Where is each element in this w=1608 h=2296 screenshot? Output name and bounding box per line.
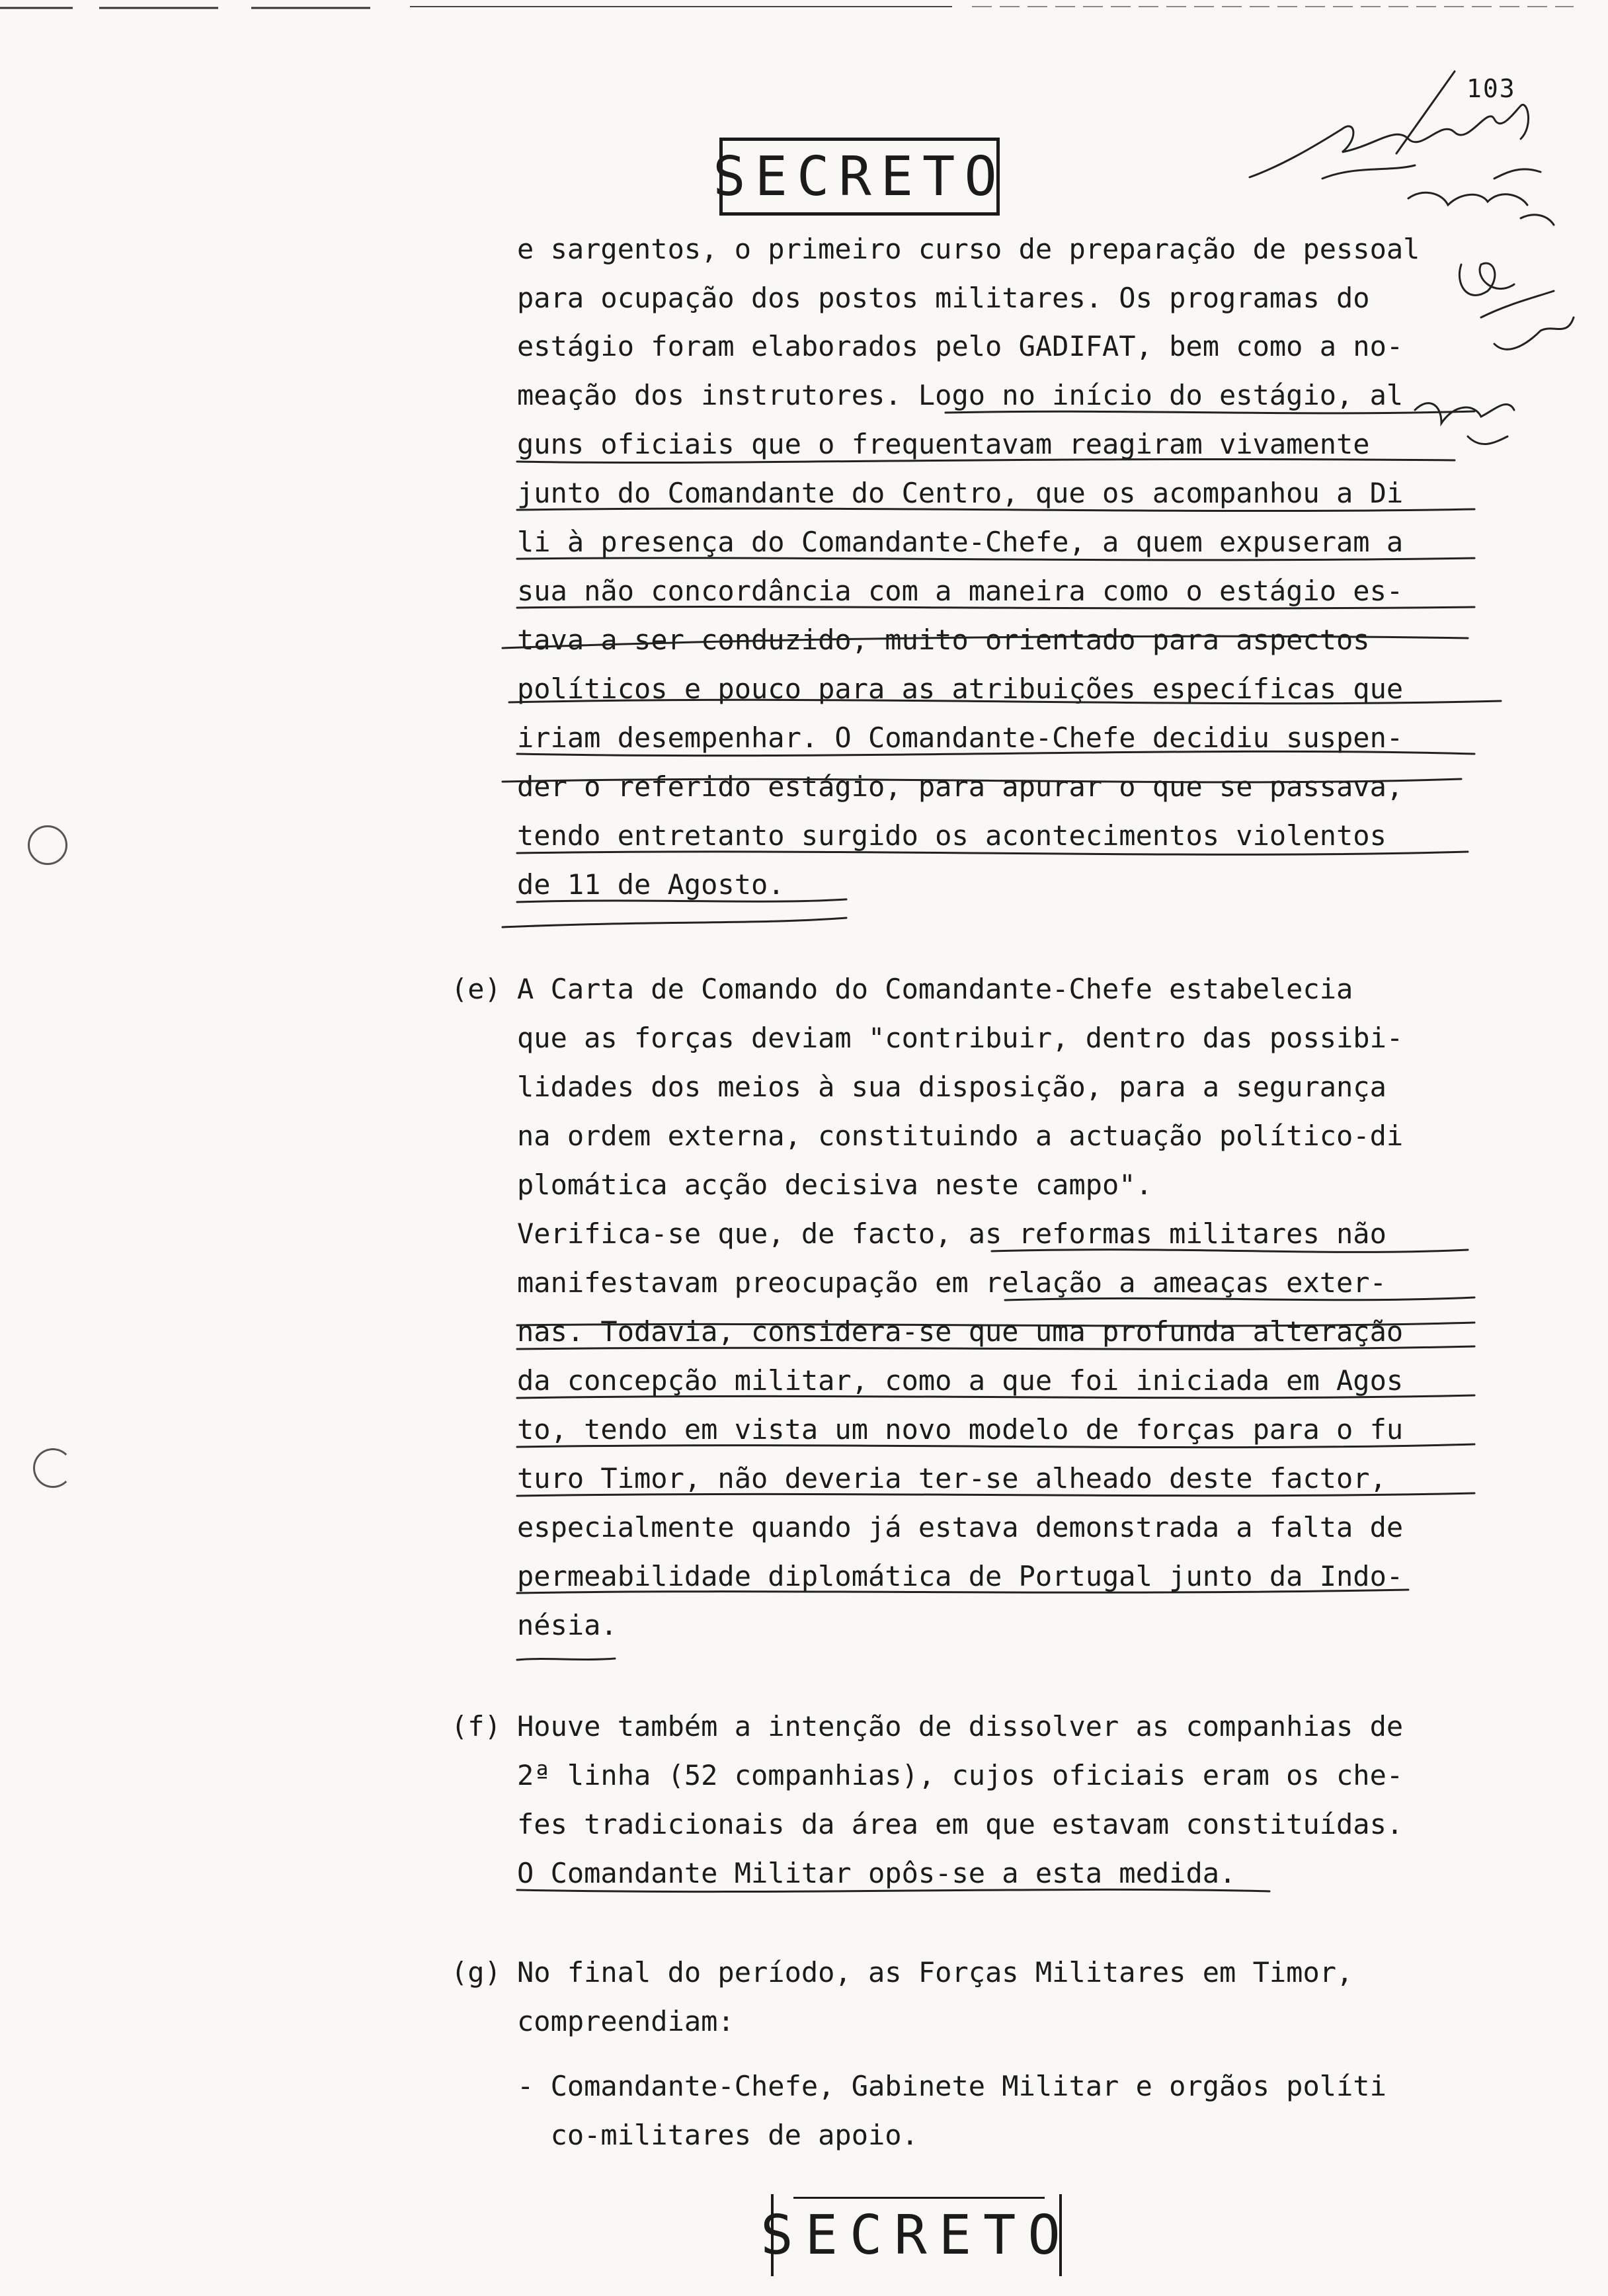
paragraph-e-line: especialmente quando já estava demonstrada a falta de <box>517 1511 1404 1543</box>
paragraph-e-line: A Carta de Comando do Comandante-Chefe estabelecia <box>517 973 1353 1005</box>
paragraph-g-bullet-line: co-militares de apoio. <box>517 2119 918 2151</box>
paragraph-g-label: (g) <box>451 1956 501 1988</box>
paragraph-d-line: li à presença do Comandante-Chefe, a quem expuseram a <box>517 526 1404 558</box>
secreto-stamp-top <box>713 138 1006 216</box>
paragraph-e-line: plomática acção decisiva neste campo". <box>517 1168 1152 1201</box>
paragraph-e-line: to, tendo em vista um novo modelo de forças para o fu <box>517 1413 1404 1446</box>
paragraph-e-line: nésia. <box>517 1609 618 1641</box>
paragraph-d-line: tendo entretanto surgido os acontecimentos violentos <box>517 819 1387 852</box>
paragraph-d-line: der o referido estágio, para apurar o que se passava, <box>517 770 1404 803</box>
paragraph-e-line: que as forças deviam "contribuir, dentro das possibi- <box>517 1022 1404 1054</box>
paragraph-d-line: junto do Comandante do Centro, que os acompanhou a Di <box>517 477 1404 509</box>
paragraph-f-label: (f) <box>451 1710 501 1742</box>
paragraph-d-line: guns oficiais que o frequentavam reagiram vivamente <box>517 428 1370 460</box>
top-edge-rule <box>0 0 1608 15</box>
paragraph-e-line: permeabilidade diplomática de Portugal junto da Indo- <box>517 1560 1404 1592</box>
paragraph-g-bullet-line: - Comandante-Chefe, Gabinete Militar e orgãos políti <box>517 2070 1387 2102</box>
paragraph-d-line: meação dos instrutores. Logo no início do estágio, al <box>517 379 1404 411</box>
paragraph-d-line: de 11 de Agosto. <box>517 868 785 901</box>
stamp-top-text: SECRETO <box>713 145 1006 208</box>
paragraph-f-line: fes tradicionais da área em que estavam constituídas. <box>517 1808 1404 1840</box>
paragraph-d-line: sua não concordância com a maneira como o estágio es- <box>517 575 1404 607</box>
stamp-bottom-text: SECRETO <box>760 2203 1072 2267</box>
paragraph-e-line: da concepção militar, como a que foi iniciada em Agos <box>517 1364 1404 1397</box>
paragraph-d-line: políticos e pouco para as atribuições específicas que <box>517 673 1404 705</box>
paragraph-d-line: para ocupação dos postos militares. Os programas do <box>517 282 1370 314</box>
paragraph-e-label: (e) <box>451 973 501 1005</box>
paragraph-d-line: estágio foram elaborados pelo GADIFAT, bem como a no- <box>517 330 1404 362</box>
paragraph-f-line: Houve também a intenção de dissolver as companhias de <box>517 1710 1404 1742</box>
paragraph-g-line: compreendiam: <box>517 2005 735 2037</box>
secreto-stamp-bottom <box>760 2194 1072 2276</box>
punch-hole-lower <box>33 1448 73 1488</box>
paragraph-e-line: Verifica-se que, de facto, as reformas militares não <box>517 1217 1387 1250</box>
paragraph-d-line: e sargentos, o primeiro curso de preparação de pessoal <box>517 233 1420 265</box>
paragraph-f-line: 2ª linha (52 companhias), cujos oficiais eram os che- <box>517 1759 1404 1791</box>
paragraph-e-line: nas. Todavia, considera-se que uma profunda alteração <box>517 1315 1404 1348</box>
paragraph-d-line: tava a ser conduzido, muito orientado para aspectos <box>517 624 1370 656</box>
page-number: 103 <box>1467 74 1516 103</box>
punch-hole-upper <box>28 825 67 865</box>
paragraph-f-line: O Comandante Militar opôs-se a esta medida. <box>517 1857 1236 1889</box>
paragraph-e-line: lidades dos meios à sua disposição, para a segurança <box>517 1071 1387 1103</box>
paragraph-e-line: na ordem externa, constituindo a actuação político-di <box>517 1120 1404 1152</box>
paragraph-e-line: manifestavam preocupação em relação a ameaças exter- <box>517 1266 1387 1299</box>
paragraph-g-line: No final do período, as Forças Militares em Timor, <box>517 1956 1353 1988</box>
paragraph-e-line: turo Timor, não deveria ter-se alheado deste factor, <box>517 1462 1387 1495</box>
paragraph-d-line: iriam desempenhar. O Comandante-Chefe decidiu suspen- <box>517 721 1404 754</box>
